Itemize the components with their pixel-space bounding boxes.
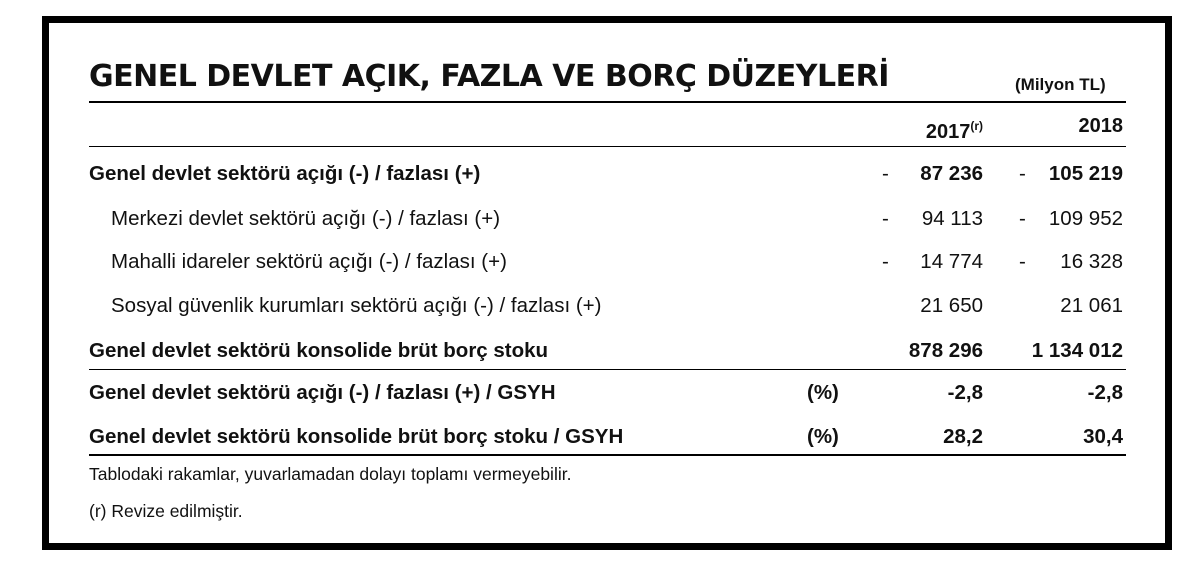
row-label: Genel devlet sektörü açığı (-) / fazlası (+) / GSYH [89, 381, 556, 404]
value-2018: 21 061 [1060, 294, 1123, 317]
section-rule [89, 369, 1126, 370]
sign-2017: - [882, 162, 889, 185]
column-header-2017: 2017$^{(r)}$ [925, 119, 983, 143]
table-row [89, 378, 1126, 408]
table-row [89, 159, 1126, 189]
value-2018: 30,4 [1083, 425, 1123, 448]
header-rule [89, 146, 1126, 147]
value-2017: -2,8 [947, 381, 983, 404]
value-2017: 28,2 [943, 425, 983, 448]
title-rule [89, 101, 1126, 103]
sign-2018: - [1019, 250, 1026, 273]
sign-2018: - [1019, 207, 1026, 230]
footnote-revised: (r) Revize edilmiştir. [89, 501, 243, 521]
footnote-rounding: Tablodaki rakamlar, yuvarlamadan dolayı toplamı vermeyebilir. [89, 464, 572, 484]
value-2017: 87 236 [920, 162, 983, 185]
percent-unit: (%) [807, 425, 839, 448]
value-2018: 1 134 012 [1031, 339, 1123, 362]
table-bottom-rule [89, 454, 1126, 456]
row-label: Merkezi devlet sektörü açığı (-) / fazlası (+) [111, 207, 501, 230]
value-2017: 21 650 [920, 294, 983, 317]
table-row [89, 336, 1126, 366]
column-header-row [89, 111, 1126, 141]
row-label: Mahalli idareler sektörü açığı (-) / fazlası (+) [111, 250, 507, 273]
revised-marker: (r) [970, 119, 983, 133]
value-2018: 105 219 [1048, 162, 1123, 185]
table-row [89, 247, 1126, 277]
table-frame [42, 16, 1172, 550]
row-label: Genel devlet sektörü açığı (-) / fazlası (+) [89, 162, 481, 185]
sign-2017: - [882, 207, 889, 230]
table-row [89, 422, 1126, 452]
sign-2018: - [1019, 162, 1026, 185]
row-label: Sosyal güvenlik kurumları sektörü açığı (-) / fazlası (+) [111, 294, 602, 317]
column-header-2018: 2018 [1078, 115, 1123, 137]
row-label: Genel devlet sektörü konsolide brüt borç stoku [89, 339, 549, 362]
table-row [89, 204, 1126, 234]
value-2018: 16 328 [1060, 250, 1123, 273]
unit-label: (Milyon TL) [1015, 75, 1106, 94]
value-2017: 94 113 [921, 207, 983, 230]
value-2017: 14 774 [920, 250, 983, 273]
value-2018: 109 952 [1048, 207, 1123, 230]
value-2017: 878 296 [908, 339, 983, 362]
table-row [89, 291, 1126, 321]
page-title: GENEL DEVLET AÇIK, FAZLA VE BORÇ DÜZEYLERİ [89, 59, 889, 94]
value-2018: -2,8 [1087, 381, 1123, 404]
row-label: Genel devlet sektörü konsolide brüt borç stoku / GSYH [89, 425, 624, 448]
percent-unit: (%) [807, 381, 839, 404]
sign-2017: - [882, 250, 889, 273]
